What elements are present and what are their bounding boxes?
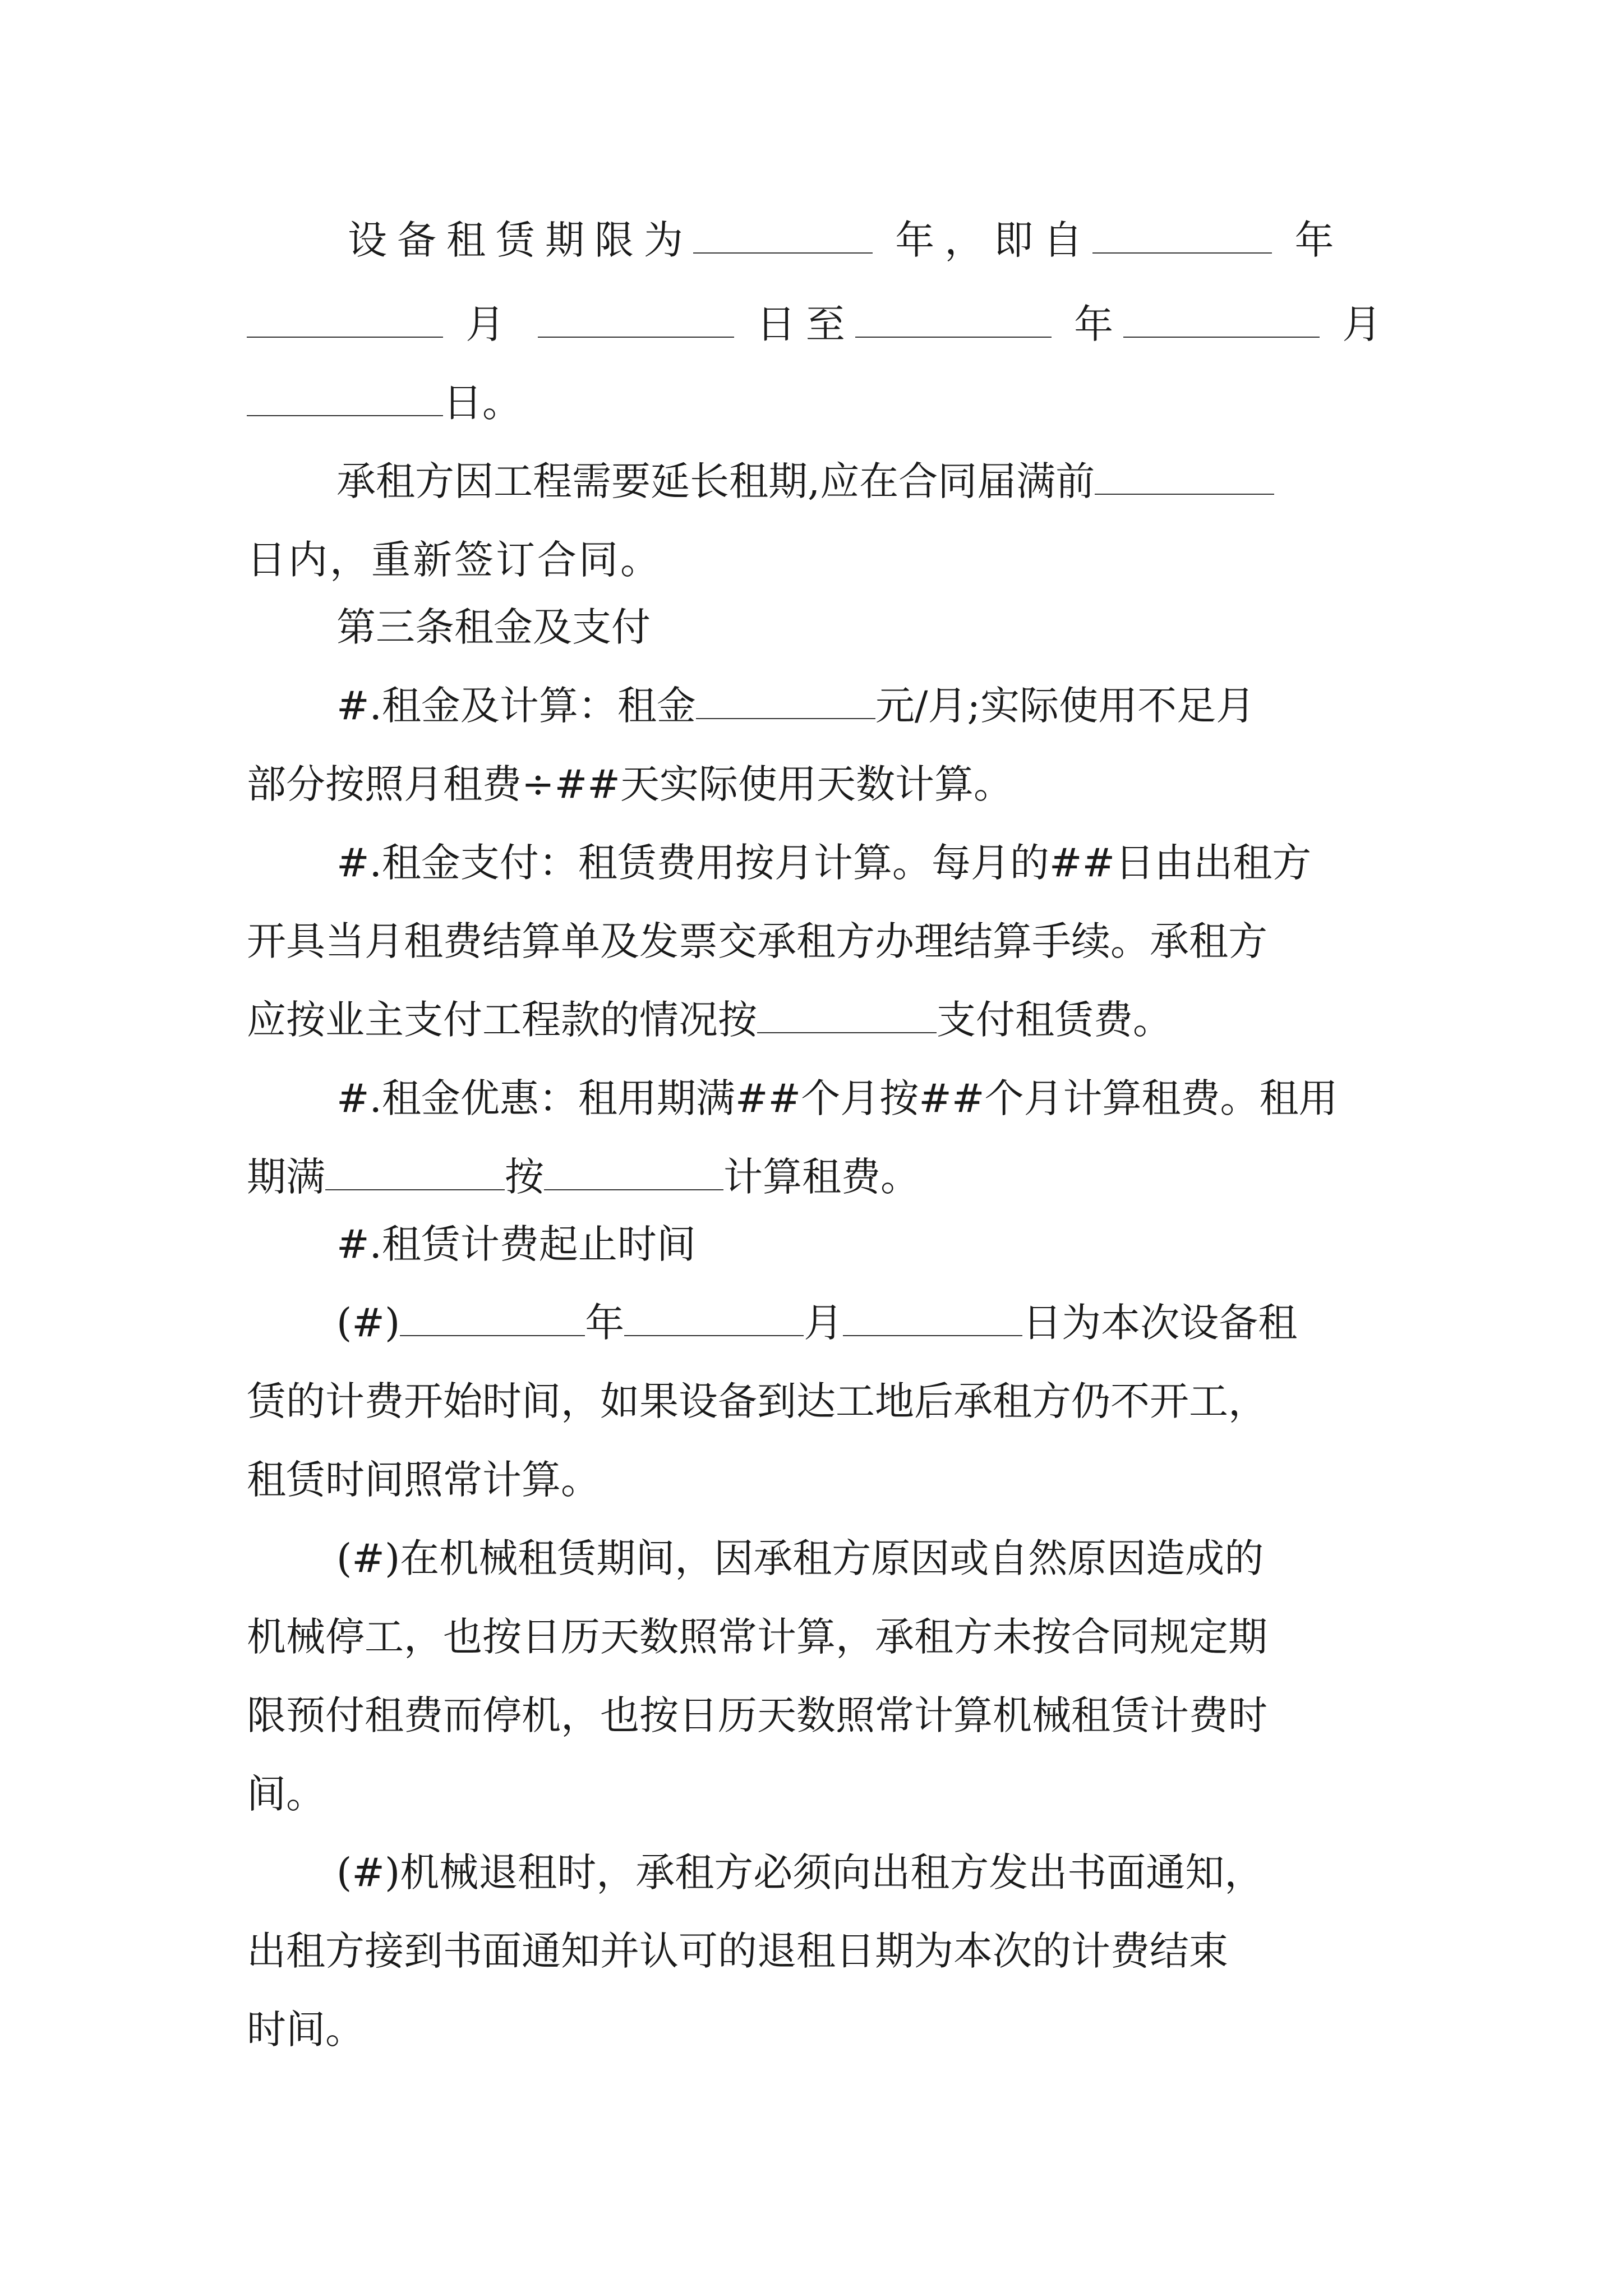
text: 月 [1342, 301, 1392, 347]
text: 承租方因工程需要延长租期,应在合同届满前 [336, 458, 1095, 504]
return-line-3 [247, 2003, 365, 2056]
billing-start-year-blank [400, 1300, 585, 1336]
text: 应按业主支付工程款的情况按 [247, 997, 757, 1043]
text: 月 [804, 1300, 843, 1346]
text: 机械停工，也按日历天数照常计算，承租方未按合同规定期 [247, 1614, 1267, 1660]
text: 日。 [443, 380, 522, 426]
text: 按 [505, 1154, 544, 1200]
text: (#) [336, 1300, 400, 1346]
rent-payment-line-3 [247, 993, 1172, 1047]
text: 年 [585, 1300, 625, 1346]
text: 年 [1294, 217, 1344, 263]
end-year-blank [855, 302, 1052, 338]
downtime-line-2 [247, 1610, 1267, 1664]
text: 月 [465, 301, 515, 347]
text: 支付租赁费。 [937, 997, 1172, 1043]
downtime-line-1 [336, 1531, 1264, 1585]
start-day-blank [538, 302, 734, 338]
text: #.租赁计费起止时间 [336, 1221, 696, 1267]
heading-text: 第三条租金及支付 [336, 604, 651, 650]
text: 日为本次设备租 [1022, 1300, 1298, 1346]
text: 年，即自 [895, 217, 1093, 263]
lease-term-line-2 [247, 297, 1391, 351]
rent-calc-line-2 [247, 757, 1013, 811]
text: 限预付租费而停机，也按日历天数照常计算机械租赁计费时 [247, 1692, 1267, 1738]
discount-period-blank [325, 1154, 505, 1190]
lease-term-line-1 [348, 213, 1344, 267]
start-month-blank [247, 302, 443, 338]
text: #.租金及计算：租金 [336, 683, 696, 729]
text: #.租金支付：租赁费用按月计算。每月的##日由出租方 [336, 840, 1312, 886]
end-month-blank [1123, 302, 1320, 338]
text: #.租金优惠：租用期满##个月按##个月计算租费。租用 [336, 1075, 1338, 1121]
billing-period-title [336, 1217, 696, 1271]
discount-rate-blank [544, 1154, 723, 1190]
payment-method-blank [757, 997, 937, 1033]
downtime-line-3 [247, 1688, 1267, 1742]
text: 间。 [247, 1771, 325, 1817]
text: 租赁时间照常计算。 [247, 1457, 600, 1503]
text: 计算租费。 [723, 1154, 920, 1200]
rent-calc-line-1 [336, 679, 1255, 733]
rent-amount-blank [696, 683, 875, 719]
downtime-line-4 [247, 1767, 325, 1821]
start-year-blank [1092, 218, 1272, 254]
billing-start-month-blank [624, 1300, 804, 1336]
rent-discount-line-1 [336, 1071, 1338, 1125]
text: 年 [1074, 301, 1124, 347]
text: 期满 [247, 1154, 325, 1200]
article-three-heading [336, 600, 651, 654]
text: 赁的计费开始时间，如果设备到达工地后承租方仍不开工， [247, 1378, 1267, 1424]
extension-days-blank [1095, 459, 1274, 495]
lease-term-line-3 [247, 376, 522, 430]
text: 时间。 [247, 2007, 365, 2053]
billing-start-line-2 [247, 1374, 1267, 1428]
text: (#)在机械租赁期间，因承租方原因或自然原因造成的 [336, 1535, 1264, 1581]
text: 元/月;实际使用不足月 [875, 683, 1256, 729]
text: 日至 [756, 301, 855, 347]
text: 日内，重新签订合同。 [247, 537, 662, 583]
extension-line-2 [247, 533, 662, 587]
text: (#)机械退租时，承租方必须向出租方发出书面通知， [336, 1849, 1264, 1895]
end-day-blank [247, 380, 443, 416]
rent-discount-line-2 [247, 1150, 920, 1204]
text: 部分按照月租费÷##天实际使用天数计算。 [247, 761, 1013, 807]
rent-payment-line-1 [336, 836, 1311, 890]
text: 出租方接到书面通知并认可的退租日期为本次的计费结束 [247, 1928, 1228, 1974]
lease-years-blank [693, 218, 873, 254]
rent-payment-line-2 [247, 914, 1267, 968]
return-line-2 [247, 1924, 1228, 1978]
extension-line-1 [336, 454, 1274, 508]
billing-start-day-blank [843, 1300, 1022, 1336]
billing-start-line-1 [336, 1296, 1297, 1350]
text: 设备租赁期限为 [348, 217, 693, 263]
text: 开具当月租费结算单及发票交承租方办理结算手续。承租方 [247, 918, 1267, 964]
billing-start-line-3 [247, 1453, 600, 1507]
return-line-1 [336, 1846, 1264, 1899]
